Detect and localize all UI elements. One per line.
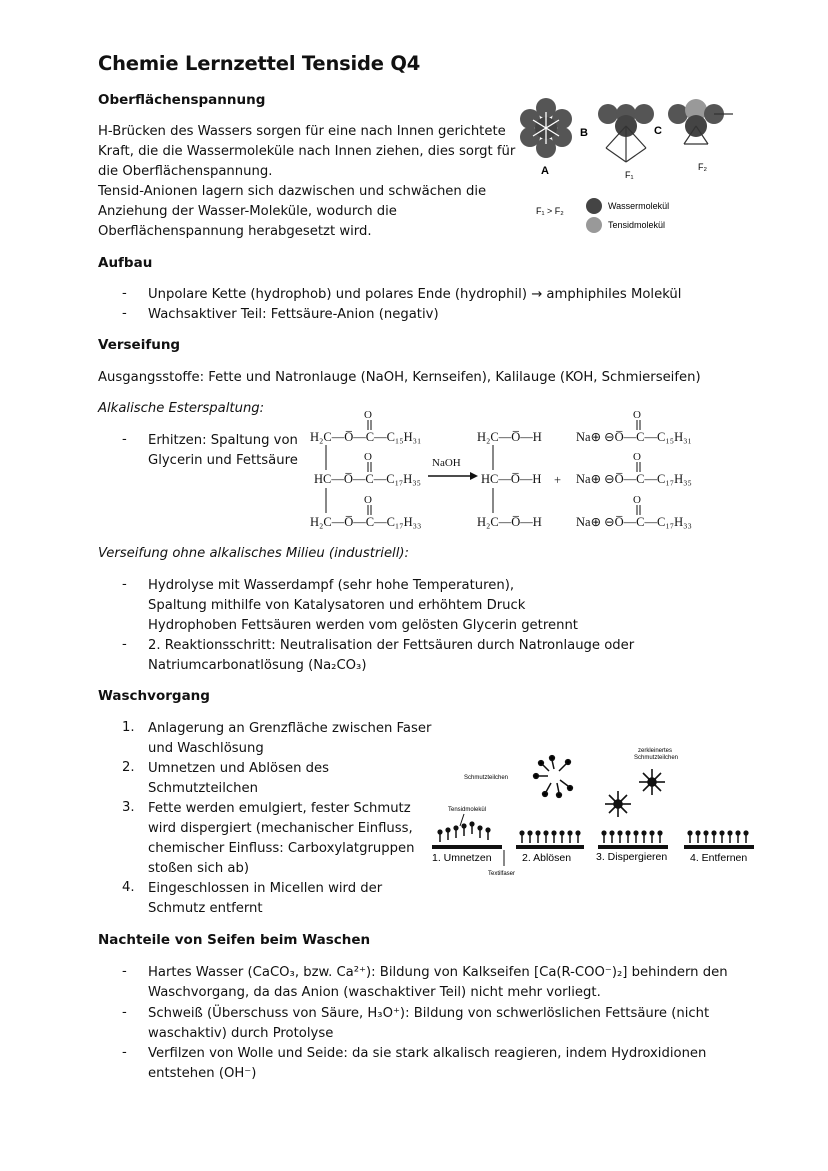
step-number: 2. xyxy=(122,760,135,775)
nachteil-line: Waschvorgang, da das Anion (waschaktiver Teil) nicht mehr vorliegt. xyxy=(148,985,601,1000)
carbonyl-oxygen: O xyxy=(364,494,372,506)
text-line: Oberflächenspannung herabgesetzt wird. xyxy=(98,224,372,239)
surface-tension-figure xyxy=(508,96,740,236)
molecule-cluster-c xyxy=(668,99,733,144)
soap-3: Na⊕ ⊖O̅—C—C₁₇H₃₃ xyxy=(576,515,692,529)
fat-group-1: H₂C—O̅—C—C₁₅H₃₁ xyxy=(310,430,422,444)
industriell-line: Natriumcarbonatlösung (Na₂CO₃) xyxy=(148,658,367,673)
industriell-line: Spaltung mithilfe von Katalysatoren und erhöhtem Druck xyxy=(148,598,526,613)
figure-label-f1: F₁ xyxy=(625,170,634,180)
text-line: Kraft, die die Wassermoleküle nach Innen ziehen, dies sorgt für xyxy=(98,144,516,159)
label-zerkleinertes-schmutz: Schmutzteilchen xyxy=(634,755,679,761)
carbonyl-oxygen: O xyxy=(364,451,372,463)
force-comparison: F₁ > F₂ xyxy=(536,206,564,216)
step-line: Fette werden emulgiert, fester Schmutz xyxy=(148,801,411,816)
aufbau-item: Wachsaktiver Teil: Fettsäure-Anion (negativ) xyxy=(148,307,439,322)
industriell-heading: Verseifung ohne alkalisches Milieu (industriell): xyxy=(98,546,409,561)
bullet-dash: - xyxy=(122,577,127,592)
bullet-dash: - xyxy=(122,637,127,652)
plus-sign: + xyxy=(554,473,562,487)
reagent-naoh: NaOH xyxy=(432,457,461,469)
alk-item-line: Glycerin und Fettsäure xyxy=(148,453,298,468)
washing-process-figure xyxy=(428,742,760,878)
molecule-cluster-b xyxy=(598,104,654,162)
stage-label-4: 4. Entfernen xyxy=(690,852,748,864)
bullet-dash: - xyxy=(122,432,127,447)
step-line: wird dispergiert (mechanischer Einfluss, xyxy=(148,821,413,836)
heading-aufbau: Aufbau xyxy=(98,255,153,271)
text-line: H-Brücken des Wassers sorgen für eine nach Innen gerichtete xyxy=(98,124,506,139)
stage-label-3: 3. Dispergieren xyxy=(596,851,668,863)
alkalische-esterspaltung-heading: Alkalische Esterspaltung: xyxy=(98,401,265,416)
heading-verseifung: Verseifung xyxy=(98,337,181,353)
fat-group-3: H₂C—O̅—C—C₁₇H₃₃ xyxy=(310,515,422,529)
nachteil-line: waschaktiv) durch Protolyse xyxy=(148,1026,334,1041)
carbonyl-oxygen: O xyxy=(633,409,641,421)
legend-water-label: Wassermolekül xyxy=(608,201,670,211)
heading-nachteile: Nachteile von Seifen beim Waschen xyxy=(98,932,371,948)
legend-water-dot xyxy=(586,198,602,214)
step-line: Schmutzteilchen xyxy=(148,781,258,796)
ausgangsstoffe: Ausgangsstoffe: Fette und Natronlauge (NaOH, Kernseifen), Kalilauge (KOH, Schmierseifen) xyxy=(98,370,701,385)
bullet-dash: - xyxy=(122,286,127,301)
step-number: 1. xyxy=(122,720,135,735)
step-line: Anlagerung an Grenzfläche zwischen Faser xyxy=(148,721,432,736)
soap-2: Na⊕ ⊖O̅—C—C₁₇H₃₅ xyxy=(576,472,692,486)
molecule-cluster-a xyxy=(520,98,572,158)
nachteil-line: Hartes Wasser (CaCO₃, bzw. Ca²⁺): Bildung von Kalkseifen [Ca(R-COO⁻)₂] behindern den xyxy=(148,965,728,980)
dirt-particle-micelle xyxy=(534,756,573,798)
legend-tensid-label: Tensidmolekül xyxy=(608,220,666,230)
bullet-dash: - xyxy=(122,1005,127,1020)
fiber-stage-2 xyxy=(516,830,584,849)
bullet-dash: - xyxy=(122,1045,127,1060)
figure-label-a: A xyxy=(541,165,549,177)
step-line: stoßen sich ab) xyxy=(148,861,250,876)
stage-label-2: 2. Ablösen xyxy=(522,852,572,864)
glycerin-3: H₂C—O̅—H xyxy=(477,515,542,529)
industriell-line: Hydrophoben Fettsäuren werden vom gelösten Glycerin getrennt xyxy=(148,618,578,633)
nachteil-line: entstehen (OH⁻) xyxy=(148,1066,257,1081)
glycerin-2: HC—O̅—H xyxy=(481,472,542,486)
industriell-line: 2. Reaktionsschritt: Neutralisation der Fettsäuren durch Natronlauge oder xyxy=(148,638,635,653)
heading-oberflaechenspannung: Oberflächenspannung xyxy=(98,92,266,108)
carbonyl-oxygen: O xyxy=(364,409,372,421)
fiber-stage-4 xyxy=(684,830,754,849)
text-line: Anziehung der Wasser-Moleküle, wodurch die xyxy=(98,204,397,219)
bullet-dash: - xyxy=(122,964,127,979)
carbonyl-oxygen: O xyxy=(633,494,641,506)
fat-group-2: HC—O̅—C—C₁₇H₃₅ xyxy=(314,472,422,486)
carbonyl-oxygen: O xyxy=(633,451,641,463)
aufbau-item: Unpolare Kette (hydrophob) und polares Ende (hydrophil) → amphiphiles Molekül xyxy=(148,287,682,302)
alk-item-line: Erhitzen: Spaltung von xyxy=(148,433,298,448)
figure-label-f2: F₂ xyxy=(698,162,707,172)
glycerin-1: H₂C—O̅—H xyxy=(477,430,542,444)
small-micelle xyxy=(605,791,631,817)
saponification-reaction xyxy=(306,404,706,536)
industriell-line: Hydrolyse mit Wasserdampf (sehr hohe Temperaturen), xyxy=(148,578,515,593)
text-line: die Oberflächenspannung. xyxy=(98,164,273,179)
step-line: Schmutz entfernt xyxy=(148,901,263,916)
step-line: und Waschlösung xyxy=(148,741,264,756)
step-line: Umnetzen und Ablösen des xyxy=(148,761,330,776)
step-number: 3. xyxy=(122,800,135,815)
figure-label-c: C xyxy=(654,125,662,137)
soap-1: Na⊕ ⊖O̅—C—C₁₅H₃₁ xyxy=(576,430,692,444)
label-textilfaser: Textilfaser xyxy=(488,871,516,877)
page-title: Chemie Lernzettel Tenside Q4 xyxy=(98,52,421,75)
step-line: Eingeschlossen in Micellen wird der xyxy=(148,881,383,896)
small-micelle xyxy=(639,769,665,795)
step-line: chemischer Einfluss: Carboxylatgruppen xyxy=(148,841,415,856)
stage-label-1: 1. Umnetzen xyxy=(432,852,492,864)
fiber-stage-3 xyxy=(598,830,668,849)
fiber-stage-1 xyxy=(432,814,502,849)
label-tensidmolekuel: Tensidmolekül xyxy=(448,807,487,813)
heading-waschvorgang: Waschvorgang xyxy=(98,688,210,704)
figure-label-b: B xyxy=(580,127,588,139)
label-zerkleinertes: zerkleinertes xyxy=(638,748,673,754)
step-number: 4. xyxy=(122,880,135,895)
bullet-dash: - xyxy=(122,306,127,321)
text-line: Tensid-Anionen lagern sich dazwischen und schwächen die xyxy=(98,184,487,199)
nachteil-line: Schweiß (Überschuss von Säure, H₃O⁺): Bildung von schwerlöslichen Fettsäure (nicht xyxy=(148,1006,710,1021)
reaction-arrow-head xyxy=(470,472,478,480)
label-schmutzteilchen: Schmutzteilchen xyxy=(464,775,509,781)
legend-tensid-dot xyxy=(586,217,602,233)
nachteil-line: Verfilzen von Wolle und Seide: da sie stark alkalisch reagieren, indem Hydroxidionen xyxy=(148,1046,707,1061)
